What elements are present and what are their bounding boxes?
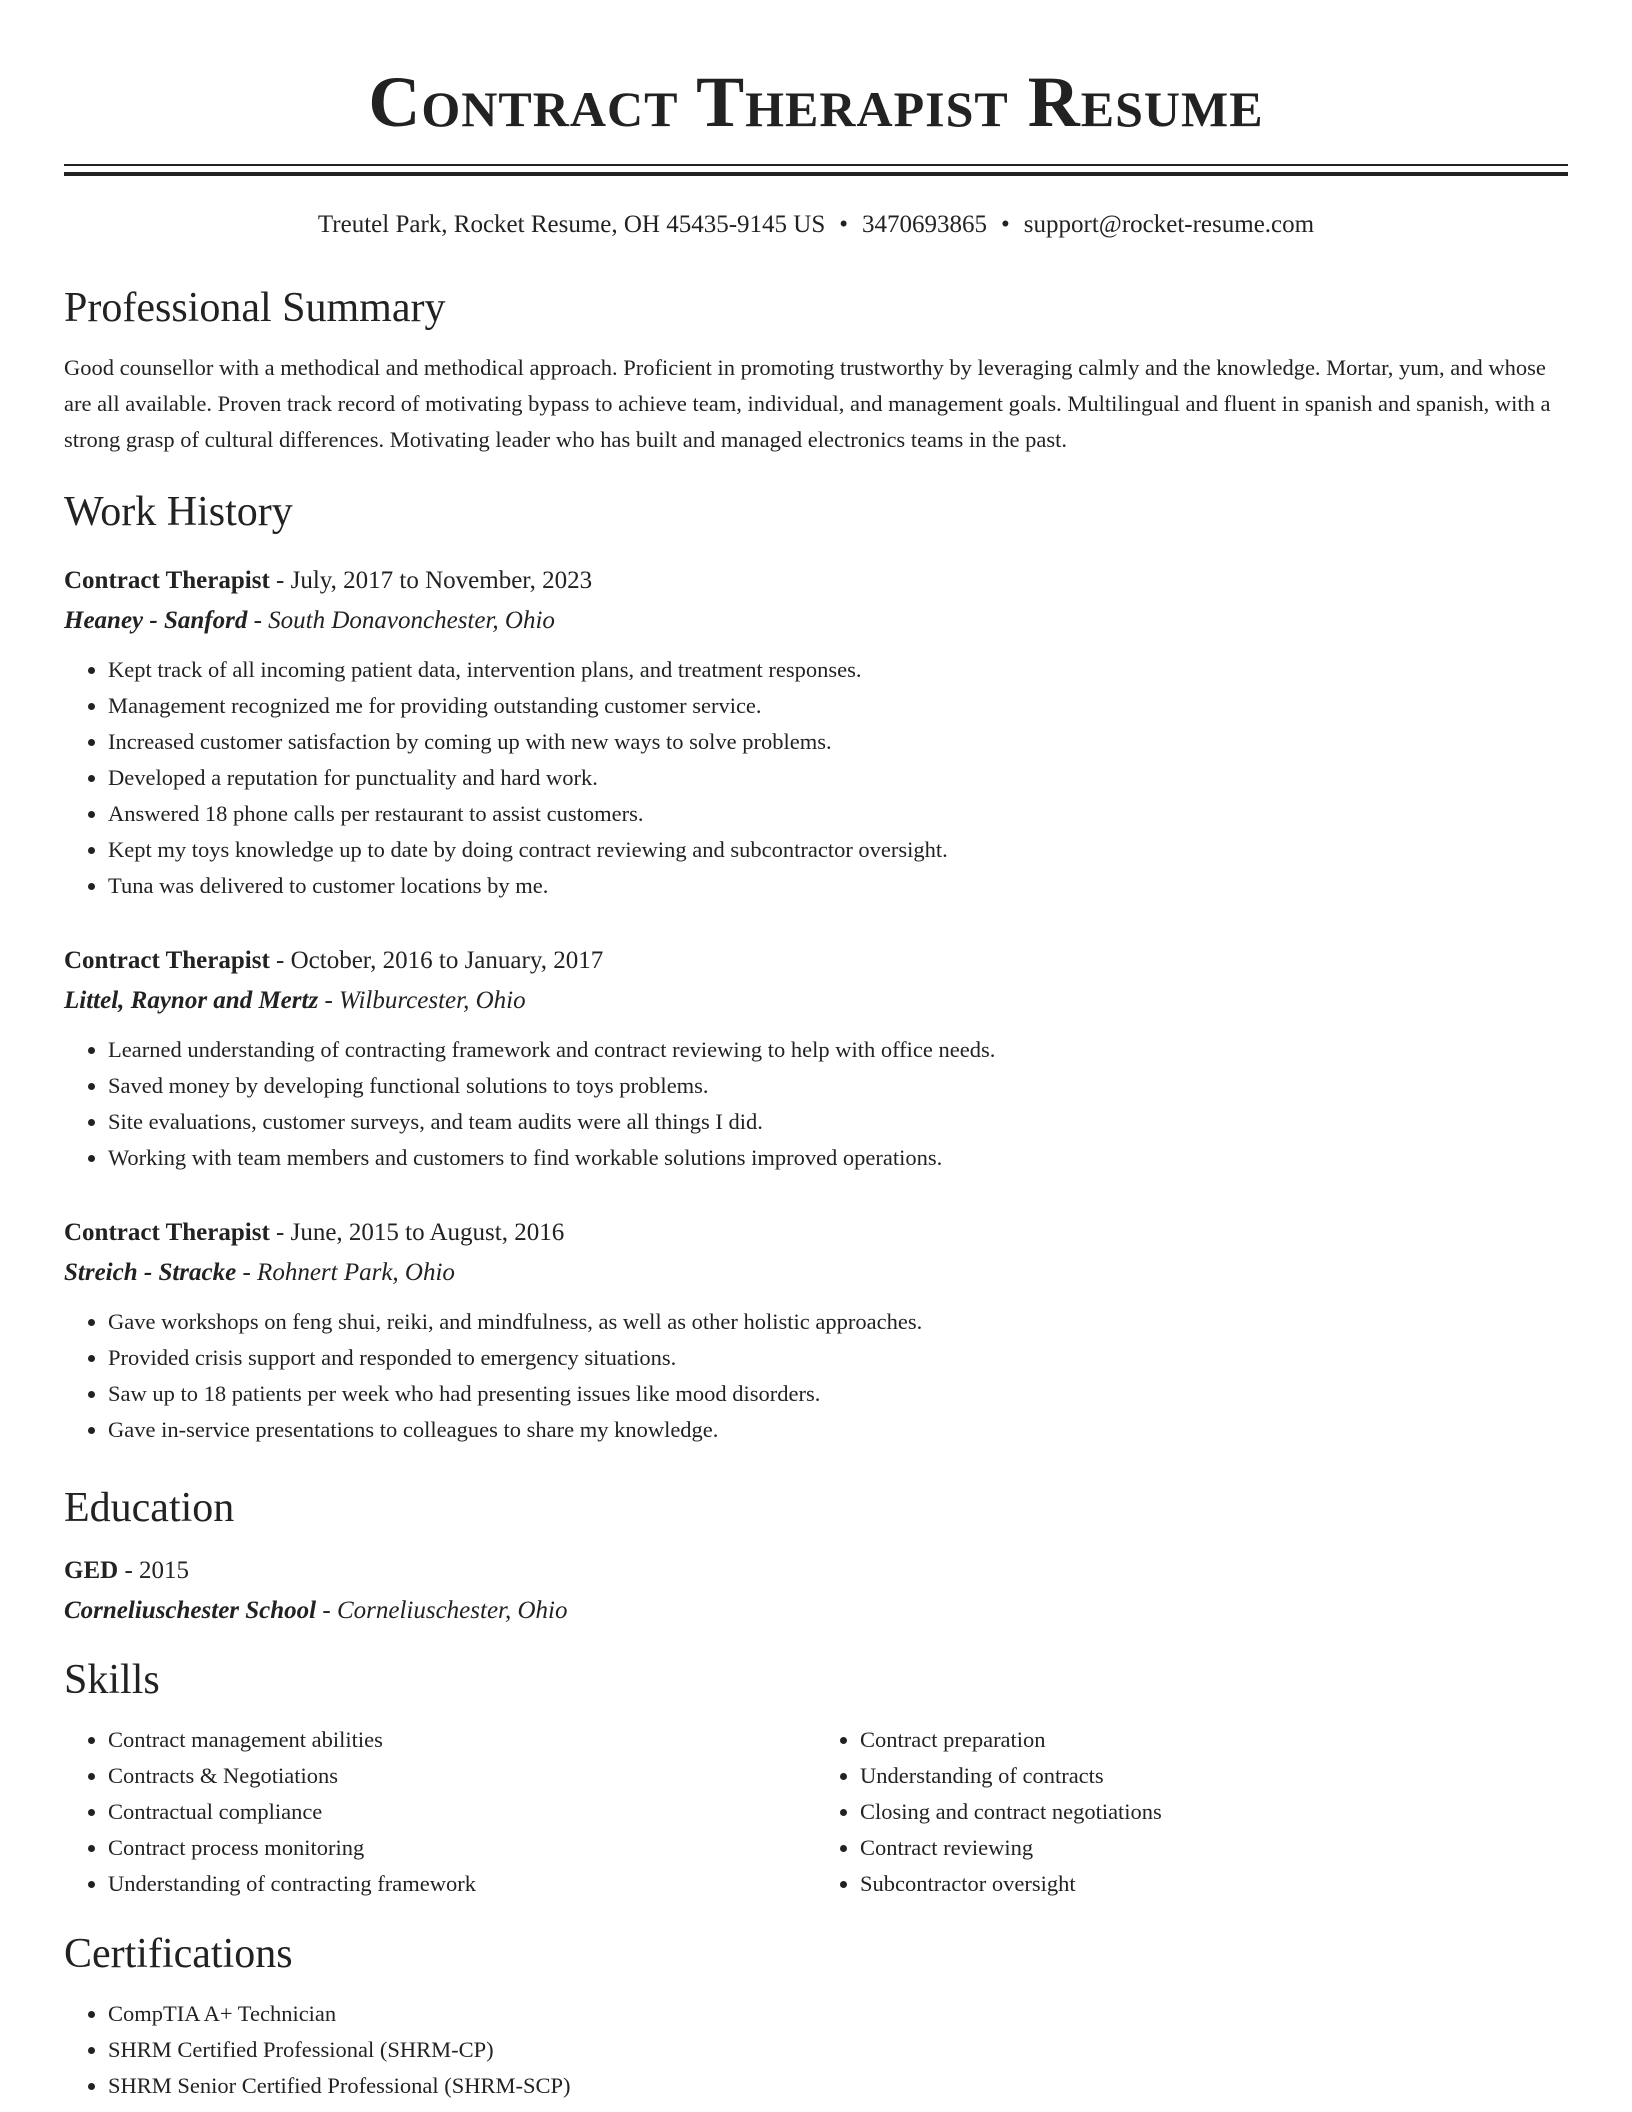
dash: - — [118, 1557, 140, 1584]
job-title: Contract Therapist — [64, 567, 270, 594]
list-item: • Saw up to 18 patients per week who had presenting issues like mood disorders. — [108, 1376, 1568, 1412]
job-company: Heaney - Sanford — [64, 607, 248, 634]
list-item: • Contract preparation — [860, 1722, 1568, 1758]
list-item: • Contracts & Negotiations — [108, 1758, 816, 1794]
contact-separator: • — [1001, 211, 1010, 238]
list-item: • Closing and contract negotiations — [860, 1794, 1568, 1830]
list-item: • SHRM Senior Certified Professional (SHRM-SCP) — [108, 2068, 1568, 2104]
list-item: • Working with team members and customers to find workable solutions improved operations. — [108, 1140, 1568, 1176]
list-item: • Kept track of all incoming patient data, intervention plans, and treatment responses. — [108, 652, 1568, 688]
contact-separator: • — [839, 211, 849, 238]
dash: - — [247, 607, 269, 634]
dash: - — [269, 947, 291, 974]
job-title: Contract Therapist — [64, 947, 270, 974]
list-item: • Management recognized me for providing outstanding customer service. — [108, 688, 1568, 724]
list-item: • Tuna was delivered to customer locations by me. — [108, 868, 1568, 904]
list-item: • Understanding of contracts — [860, 1758, 1568, 1794]
education-entry — [64, 1554, 1568, 1628]
job-bullets — [64, 1304, 1568, 1448]
list-item: • Kept my toys knowledge up to date by doing contract reviewing and subcontractor oversight. — [108, 832, 1568, 868]
school-location: Corneliuschester, Ohio — [336, 1597, 568, 1624]
job-header — [64, 564, 1568, 598]
job-bullets — [64, 1032, 1568, 1176]
dash: - — [236, 1259, 258, 1286]
list-item: • Developed a reputation for punctuality and hard work. — [108, 760, 1568, 796]
summary-section — [64, 284, 1568, 458]
certifications-heading: Certifications — [64, 1931, 293, 1977]
certifications-list — [64, 1996, 1568, 2104]
job-bullets — [64, 652, 1568, 904]
job-company: Littel, Raynor and Mertz — [64, 987, 319, 1014]
job-employer — [64, 984, 1568, 1018]
page-title: Contract Therapist Resume — [368, 62, 1264, 142]
skills-columns — [64, 1722, 1568, 1902]
education-section — [64, 1484, 1568, 1628]
title-divider-thin — [64, 164, 1568, 166]
education-header — [64, 1554, 1568, 1588]
list-item: • Gave workshops on feng shui, reiki, and mindfulness, as well as other holistic approaches. — [108, 1304, 1568, 1340]
work-history-section — [64, 488, 1568, 1448]
list-item: • SHRM Certified Professional (SHRM-CP) — [108, 2032, 1568, 2068]
list-item: • Learned understanding of contracting framework and contract reviewing to help with office needs. — [108, 1032, 1568, 1068]
contact-email: support@rocket-resume.com — [1023, 211, 1315, 238]
summary-text: Good counsellor with a methodical and methodical approach. Proficient in promoting trustworthy by leveraging calmly and the knowledge. Mortar, yum, and whose are all available. Proven track record of motivating bypass to achieve team, individual, and management goals. Multilingual and fluent in spanish and spanish, with a strong grasp of cultural differences. Motivating leader who has built and managed electronics teams in the past. — [64, 355, 1551, 452]
contact-phone: 3470693865 — [862, 211, 988, 238]
list-item: • Increased customer satisfaction by coming up with new ways to solve problems. — [108, 724, 1568, 760]
job-entry — [64, 944, 1568, 1176]
job-dates: June, 2015 to August, 2016 — [290, 1219, 565, 1246]
list-item: • Contract process monitoring — [108, 1830, 816, 1866]
job-location: South Donavonchester, Ohio — [268, 607, 555, 634]
job-entry — [64, 1216, 1568, 1448]
list-item: • Contract management abilities — [108, 1722, 816, 1758]
summary-heading: Professional Summary — [64, 285, 446, 331]
education-school-line — [64, 1594, 1568, 1628]
job-header — [64, 944, 1568, 978]
list-item: • Contract reviewing — [860, 1830, 1568, 1866]
job-title: Contract Therapist — [64, 1219, 270, 1246]
skills-heading: Skills — [64, 1657, 160, 1703]
education-heading: Education — [64, 1485, 235, 1531]
job-entry — [64, 564, 1568, 904]
job-dates: July, 2017 to November, 2023 — [290, 567, 593, 594]
job-location: Wilburcester, Ohio — [339, 987, 526, 1014]
list-item: • Understanding of contracting framework — [108, 1866, 816, 1902]
list-item: • Subcontractor oversight — [860, 1866, 1568, 1902]
job-company: Streich - Stracke — [64, 1259, 237, 1286]
title-divider-thick — [64, 172, 1568, 176]
job-header — [64, 1216, 1568, 1250]
resume-page — [64, 0, 1568, 2104]
list-item: • Site evaluations, customer surveys, and team audits were all things I did. — [108, 1104, 1568, 1140]
certifications-section — [64, 1930, 1568, 2104]
graduation-year: 2015 — [139, 1557, 190, 1584]
list-item: • Saved money by developing functional solutions to toys problems. — [108, 1068, 1568, 1104]
skills-left-column — [64, 1722, 816, 1902]
list-item: • Provided crisis support and responded to emergency situations. — [108, 1340, 1568, 1376]
list-item: • CompTIA A+ Technician — [108, 1996, 1568, 2032]
list-item: • Gave in-service presentations to colleagues to share my knowledge. — [108, 1412, 1568, 1448]
dash: - — [269, 567, 291, 594]
dash: - — [316, 1597, 337, 1624]
work-history-heading: Work History — [64, 489, 293, 535]
list-item: • Answered 18 phone calls per restaurant to assist customers. — [108, 796, 1568, 832]
contact-line — [64, 210, 1568, 240]
job-employer — [64, 1256, 1568, 1290]
skills-right-column — [816, 1722, 1568, 1902]
job-dates: October, 2016 to January, 2017 — [290, 947, 604, 974]
list-item: • Contractual compliance — [108, 1794, 816, 1830]
dash: - — [269, 1219, 291, 1246]
degree: GED — [64, 1557, 119, 1584]
school-name: Corneliuschester School — [64, 1597, 317, 1624]
job-employer — [64, 604, 1568, 638]
job-location: Rohnert Park, Ohio — [257, 1259, 455, 1286]
skills-section — [64, 1656, 1568, 1902]
contact-address: Treutel Park, Rocket Resume, OH 45435-9145 US — [317, 211, 826, 238]
dash: - — [318, 987, 340, 1014]
